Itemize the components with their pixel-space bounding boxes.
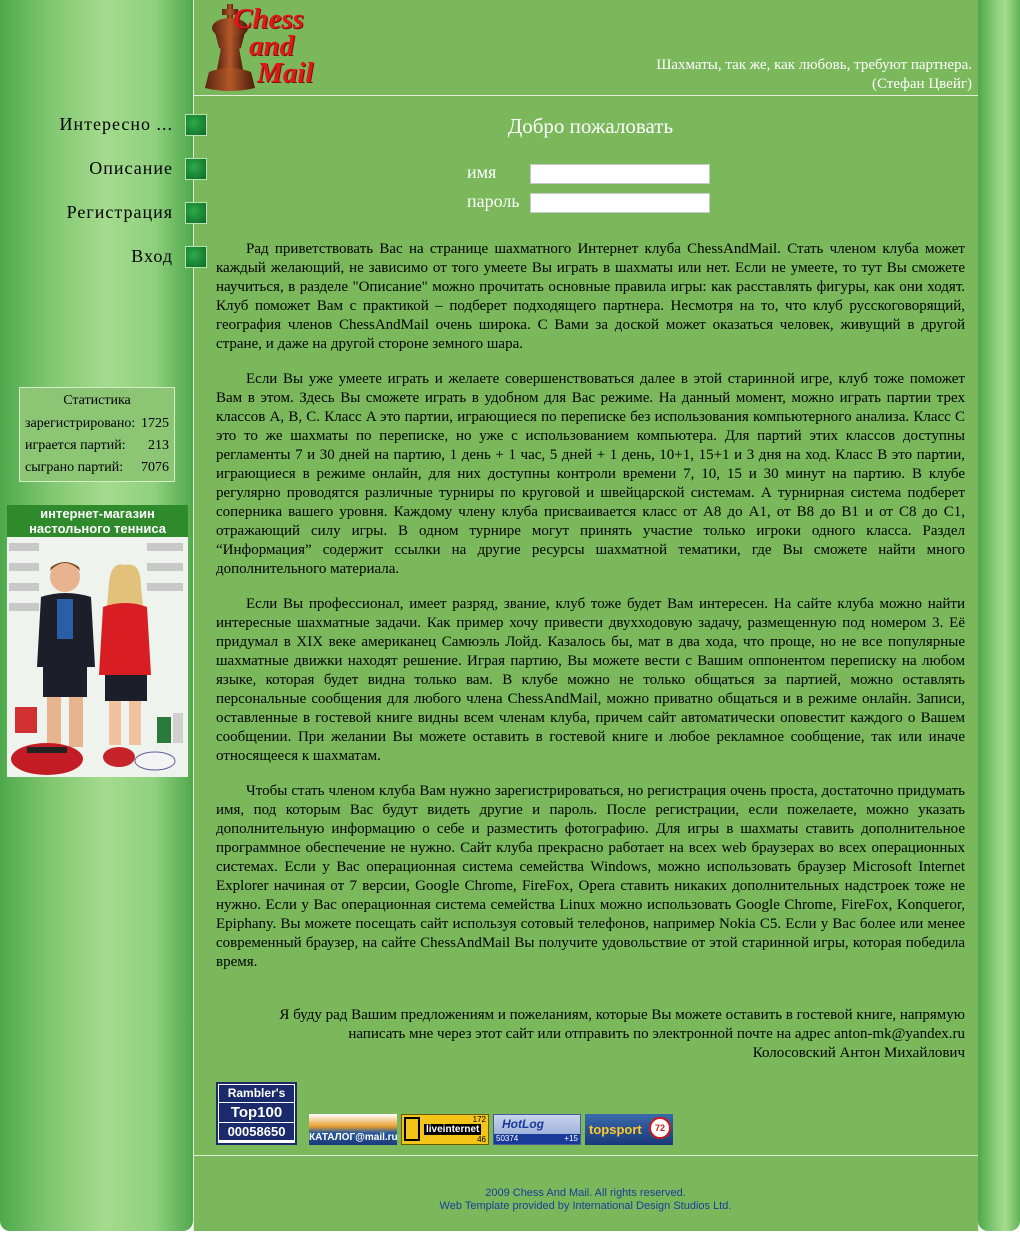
statistics-panel	[19, 387, 175, 482]
liveinternet-top-count: 172	[472, 1115, 486, 1124]
footer	[193, 1187, 978, 1213]
stat-label: играется партий:	[25, 438, 126, 453]
ad-line-2: настольного тенниса	[29, 521, 166, 536]
paragraph-registration: Чтобы стать членом клуба Вам нужно зарегистрироваться, но регистрация очень проста, достаточно придумать имя, под которым Вас будут видеть другие и пароль. После регистрации, если пожелаете, можно указать дополнительную информацию о себе и разместить фотографию. Для игры в шахматы ставить дополнительное программное обеспечение не нужно. Сайт клуба прекрасно работает на всех web браузерах во всех операционных системах. Если у Вас операционная система семейства Windows, можно использовать браузер Microsoft Internet Explorer начиная от 7 версии, Google Chrome, FireFox, Opera ставить никаких дополнительных надстроек тоже не нужно. Если у Вас операционная система семейства Linux можно использовать Google Chrome, FireFox, Konqueror, Epiphany. Вы можете посещать сайт используя сотовый телефонов, например Nokia C5. Если у Вас более или менее современный браузер, на сайте ChessAndMail Вы получите удовольствие от этой старинной игры, которая победила время.	[216, 783, 965, 970]
footer-divider	[193, 1155, 978, 1156]
stat-row-registered	[25, 416, 169, 432]
liveinternet-bottom-count: 46	[477, 1135, 486, 1144]
ad-line-1: интернет-магазин	[40, 506, 155, 521]
ad-photo-icon	[7, 537, 188, 777]
stat-value: 1725	[141, 416, 169, 431]
site-logo[interactable]	[203, 4, 323, 92]
paragraph-professionals: Если Вы профессионал, имеет разряд, звание, клуб тоже будет Вам интересен. На сайте клуба можно найти интересные шахматные задачи. Как пример хочу привести двухходовую задачу, размещенную под номером 3. Её придумал в XIX веке американец Самюэль Лойд. Казалось бы, мат в два хода, что проще, но не все популярные шахматные движки находят решение. Играя партию, Вы можете вести с Вашим оппонентом переписку на любом языке, которая будет видна только вам. В клубе можно не только общаться за партией, можно оставлять персональные сообщения для любого члена ChessAndMail, можно приватно общаться и в режиме онлайн. Записи, оставленные в гостевой книге видны всем членам клуба, причем сайт автоматически оповестит каждого о Вашем сообщении. При желании Вы можете оставить в гостевой книге и любое рекламное сообщение, так или иначе относящееся к шахматам.	[216, 596, 965, 764]
hotlog-label: HotLog	[502, 1117, 544, 1131]
topsport-badge-icon: 72	[649, 1117, 671, 1139]
signature-line-2: написать мне через этот сайт или отправить по электронной почте на адрес anton-mk@yandex.ru	[348, 1026, 965, 1042]
logo-line-1: Chess	[233, 3, 304, 35]
topsport-label: topsport	[589, 1122, 642, 1137]
right-border	[978, 0, 1020, 1231]
paragraph-intro: Рад приветствовать Вас на странице шахматного Интернет клуба ChessAndMail. Стать членом клуба может каждый желающий, не зависимо от того умеете Вы играть в шахматы или нет. Если не умеете, то тут Вы сможете научиться, в разделе "Описание" можно прочитать основные правила игры: как расставлять фигуры, как они ходят. Клуб поможет Вам с практикой – подберет подходящего партнера. Несмотря на то, что клуб русскоговорящий, география членов ChessAndMail очень широка. С Вами за доской может оказаться человек, живущий в другой стране, и даже на другой стороне земного шара.	[216, 241, 965, 352]
stat-label: сыграно партий:	[25, 460, 124, 475]
nav-item-label[interactable]: Описание	[89, 158, 173, 178]
quote-author: (Стефан Цвейг)	[871, 76, 972, 92]
name-label: имя	[467, 162, 497, 182]
rambler-top100-counter[interactable]	[216, 1082, 297, 1145]
nav-item-login[interactable]	[0, 245, 207, 271]
liveinternet-counter[interactable]	[401, 1114, 489, 1145]
footer-copyright: 2009 Chess And Mail. All rights reserved.	[485, 1187, 686, 1199]
liveinternet-logo-icon	[404, 1117, 420, 1141]
stat-row-playing	[25, 438, 169, 454]
footer-credit-link[interactable]: Web Template provided by International Design Studios Ltd.	[439, 1200, 732, 1212]
rambler-line-1: Rambler's	[219, 1085, 294, 1102]
hotlog-right-count: +15	[564, 1134, 578, 1143]
logo-line-2: and	[249, 30, 295, 62]
stat-value: 7076	[141, 460, 169, 475]
nav-square-icon[interactable]	[185, 202, 207, 224]
statistics-title: Статистика	[63, 393, 131, 408]
nav-item-label[interactable]: Регистрация	[66, 202, 173, 222]
signature-name: Колосовский Антон Михайлович	[752, 1045, 965, 1061]
nav-item-label[interactable]: Вход	[131, 246, 173, 266]
mailru-catalog-counter[interactable]	[309, 1114, 397, 1145]
main-content	[216, 240, 965, 988]
password-label: пароль	[467, 191, 520, 211]
welcome-title: Добро пожаловать	[507, 114, 674, 138]
nav-square-icon[interactable]	[185, 158, 207, 180]
rambler-number: 00058650	[219, 1123, 294, 1140]
table-tennis-ad-banner[interactable]	[7, 505, 188, 777]
signature-line-1: Я буду рад Вашим предложениям и пожеланиям, которые Вы можете оставить в гостевой книге, напрямую	[279, 1007, 965, 1023]
password-input[interactable]	[530, 193, 710, 213]
stat-label: зарегистрировано:	[25, 416, 136, 431]
nav-item-label[interactable]: Интересно ...	[59, 114, 173, 134]
liveinternet-label: liveinternet	[426, 1124, 480, 1135]
name-input[interactable]	[530, 164, 710, 184]
header-quote	[656, 56, 972, 94]
nav-item-interesting[interactable]	[0, 113, 207, 139]
hotlog-left-count: 50374	[496, 1134, 519, 1143]
nav-item-description[interactable]	[0, 157, 207, 183]
quote-text: Шахматы, так же, как любовь, требуют партнера.	[656, 57, 972, 73]
topsport-counter[interactable]	[585, 1114, 673, 1145]
ad-header	[7, 505, 188, 537]
nav-item-registration[interactable]	[0, 201, 207, 227]
paragraph-play-modes: Если Вы уже умеете играть и желаете совершенствоваться далее в этой старинной игре, клуб тоже поможет Вам в этом. Здесь Вы сможете играть в удобном для Вас режиме. На данный момент, можно играть партии трех классов A, B, C. Класс A это партии, играющиеся по переписке без использования компьютерного анализа. Класс C это то же шахматы по переписке, но уже с использованием компьютера. Для партий этих классов доступны регламенты 7 и 30 дней на партию, 1 день + 1 час, 5 дней + 1 день, 10+1, 15+1 и 3 дня на ход. Класс B это партии, играющиеся в режиме онлайн, для них доступны контроли времени 7, 10, 15 и 30 минут на партию. В клубе регулярно проводятся различные турниры по круговой и швейцарской системам. А турнирная система подберет соперника вашего уровня. Каждому члену клуба присваивается класс от A8 до A1, от B8 до B1 и от C8 до C1, отражающий силу игры. В одном турнире могут принять участие только игроки одного класса. Раздел “Информация” содержит ссылки на другие ресурсы шахматной тематики, где Вы сможете найти много дополнительного материала.	[216, 371, 965, 577]
author-signature	[216, 1006, 965, 1063]
stat-row-played	[25, 460, 169, 476]
rambler-line-2: Top100	[219, 1103, 294, 1122]
logo-line-3: Mail	[257, 57, 314, 89]
hotlog-counter[interactable]	[493, 1114, 581, 1145]
stat-value: 213	[148, 438, 169, 453]
mailru-label: КАТАЛОГ@mail.ru	[309, 1132, 398, 1143]
header-divider	[193, 95, 978, 96]
nav-square-icon[interactable]	[185, 246, 207, 268]
